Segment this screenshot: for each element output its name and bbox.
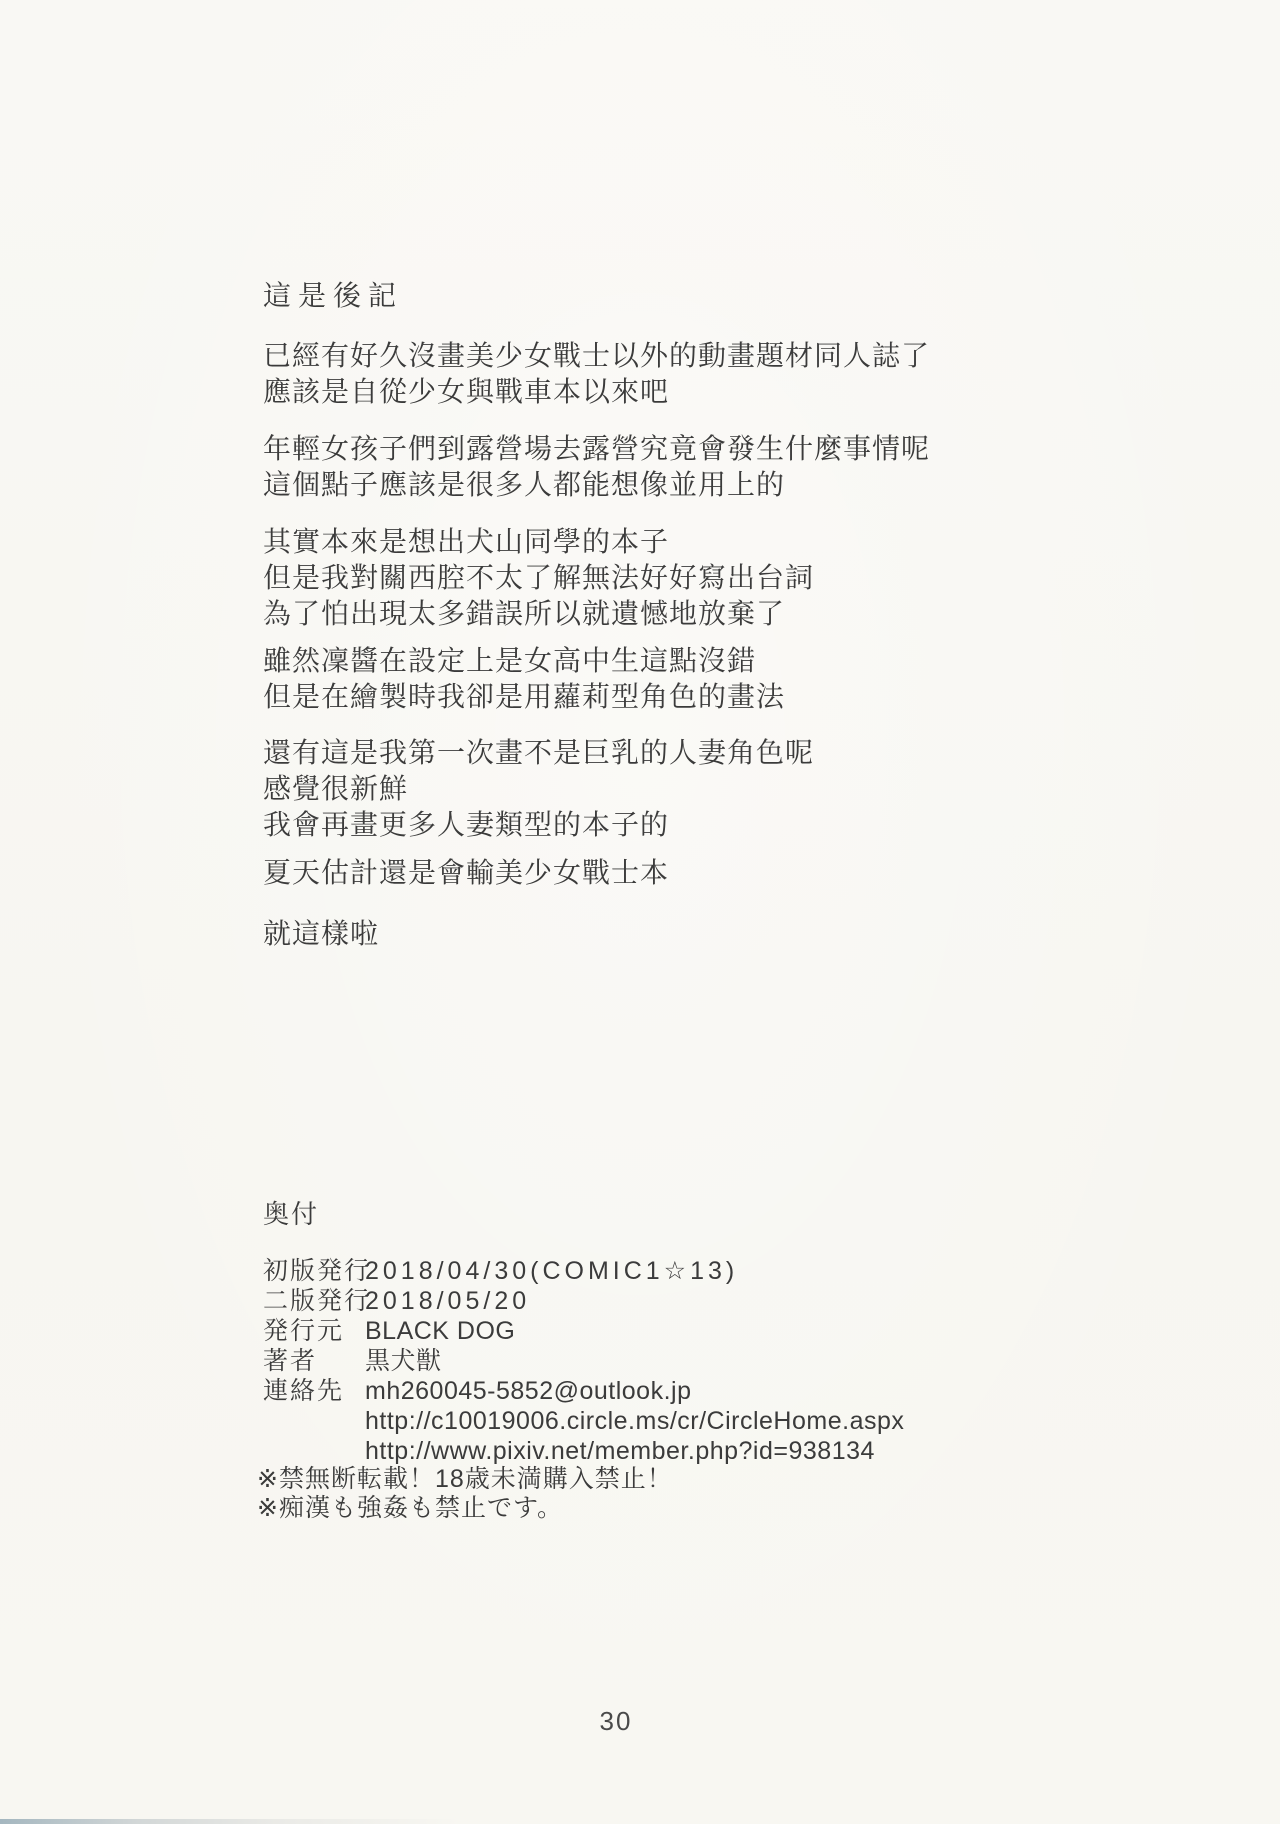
colophon-label: 著者	[263, 1347, 318, 1375]
afterword-paragraph	[263, 855, 669, 891]
colophon-row	[263, 1316, 515, 1346]
colophon-note: ※痴漢も強姦も禁止です。	[257, 1494, 563, 1522]
afterword-line: 感覺很新鮮	[263, 773, 409, 804]
colophon-row	[263, 1436, 875, 1466]
afterword-line: 年輕女孩子們到露營場去露營究竟會發生什麼事情呢	[263, 433, 931, 464]
colophon-row	[263, 1286, 530, 1316]
afterword-paragraph	[263, 338, 930, 410]
afterword-line: 其實本來是想出犬山同學的本子	[263, 526, 670, 557]
colophon-label: 連絡先	[263, 1377, 345, 1405]
colophon-pixiv-url: http://www.pixiv.net/member.php?id=938134	[365, 1437, 875, 1465]
colophon-value: 黒犬獣	[365, 1347, 442, 1375]
afterword-paragraph	[263, 916, 379, 952]
colophon-heading: 奥付	[263, 1199, 320, 1229]
afterword-line: 已經有好久沒畫美少女戰士以外的動畫題材同人誌了	[263, 340, 931, 371]
afterword-paragraph	[263, 524, 814, 632]
afterword-line: 雖然凜醬在設定上是女高中生這點沒錯	[263, 645, 757, 676]
colophon-row	[263, 1256, 738, 1286]
afterword-line: 夏天估計還是會輸美少女戰士本	[263, 857, 670, 888]
colophon-row	[263, 1406, 904, 1436]
afterword-paragraph	[263, 431, 930, 503]
afterword-paragraph	[263, 735, 814, 843]
colophon-note: ※禁無断転載！18歳未満購入禁止！	[257, 1465, 673, 1493]
afterword-line: 但是我對關西腔不太了解無法好好寫出台詞	[263, 562, 815, 593]
page-number: 30	[599, 1706, 633, 1736]
colophon-label: 発行元	[263, 1317, 345, 1345]
afterword-line: 為了怕出現太多錯誤所以就遺憾地放棄了	[263, 598, 786, 629]
afterword-line: 我會再畫更多人妻類型的本子的	[263, 809, 670, 840]
colophon-value: 2018/04/30(COMIC1☆13)	[365, 1257, 739, 1285]
colophon-label: 二版発行	[263, 1287, 372, 1315]
afterword-paragraph	[263, 643, 785, 715]
afterword-line: 就這樣啦	[263, 918, 380, 949]
colophon-value: 2018/05/20	[365, 1287, 531, 1315]
colophon-value: mh260045-5852@outlook.jp	[365, 1377, 692, 1405]
afterword-heading: 這是後記	[263, 280, 404, 311]
colophon-circle-url: http://c10019006.circle.ms/cr/CircleHome.aspx	[365, 1407, 905, 1435]
afterword-line: 但是在繪製時我卻是用蘿莉型角色的畫法	[263, 681, 786, 712]
colophon-row	[263, 1376, 692, 1406]
afterword-line: 還有這是我第一次畫不是巨乳的人妻角色呢	[263, 737, 815, 768]
colophon-row	[263, 1346, 442, 1376]
scan-edge-artifact	[0, 1819, 460, 1824]
colophon-value: BLACK DOG	[365, 1317, 516, 1345]
afterword-line: 應該是自從少女與戰車本以來吧	[263, 376, 670, 407]
afterword-line: 這個點子應該是很多人都能想像並用上的	[263, 469, 786, 500]
colophon-label: 初版発行	[263, 1257, 372, 1285]
